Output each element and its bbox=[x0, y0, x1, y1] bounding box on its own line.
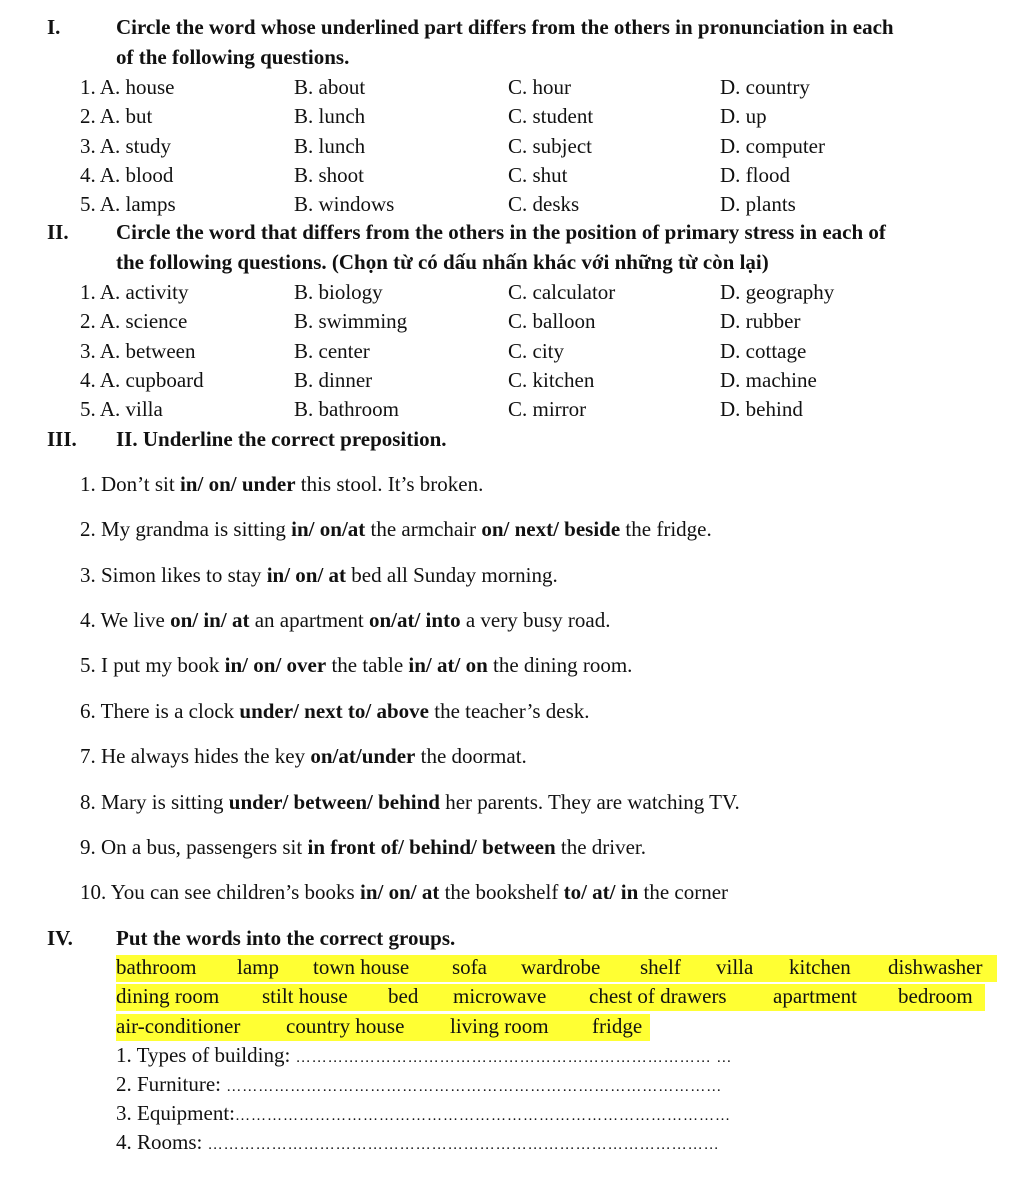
group-label: 4. Rooms: bbox=[116, 1130, 203, 1154]
s1-q4-b[interactable]: B. shoot bbox=[294, 163, 365, 187]
s2-q1-b[interactable]: B. biology bbox=[294, 280, 383, 304]
section-1-title: Circle the word whose underlined part differs from the others in pronunciation in each bbox=[116, 15, 894, 39]
s2-q2-a[interactable]: 2. A. science bbox=[80, 309, 188, 333]
section-2-title: Circle the word that differs from the others in the position of primary stress in each of bbox=[116, 220, 886, 244]
s2-q2-b[interactable]: B. swimming bbox=[294, 309, 408, 333]
word-bank-item[interactable]: bathroom bbox=[116, 955, 197, 979]
prep-sentence-1 bbox=[80, 472, 483, 497]
preposition-options[interactable]: in/ on/ over bbox=[224, 653, 327, 677]
word-bank-item[interactable]: stilt house bbox=[262, 984, 348, 1008]
sentence-text: the table bbox=[326, 653, 409, 677]
section-3-number: III. bbox=[47, 427, 77, 451]
s2-q3-a[interactable]: 3. A. between bbox=[80, 339, 196, 363]
sentence-text: the dining room. bbox=[487, 653, 633, 677]
group-label: 2. Furniture: bbox=[116, 1072, 221, 1096]
sentence-text: this stool. It’s broken. bbox=[295, 472, 484, 496]
sentence-text: 3. Simon likes to stay bbox=[80, 563, 267, 587]
s2-q2-d[interactable]: D. rubber bbox=[720, 309, 801, 333]
preposition-options[interactable]: in/ on/ at bbox=[266, 563, 347, 587]
s1-q1-b[interactable]: B. about bbox=[294, 75, 366, 99]
s1-q5-a[interactable]: 5. A. lamps bbox=[80, 192, 176, 216]
group-types-of-building bbox=[116, 1043, 732, 1068]
group-rooms bbox=[116, 1130, 720, 1155]
s2-q4-a[interactable]: 4. A. cupboard bbox=[80, 368, 204, 392]
s2-q1-d[interactable]: D. geography bbox=[720, 280, 835, 304]
preposition-options[interactable]: under/ next to/ above bbox=[239, 699, 429, 723]
s1-q2-a[interactable]: 2. A. but bbox=[80, 104, 153, 128]
s2-q5-a[interactable]: 5. A. villa bbox=[80, 397, 163, 421]
sentence-text: 8. Mary is sitting bbox=[80, 790, 229, 814]
word-bank-item[interactable]: apartment bbox=[773, 984, 857, 1008]
prep-sentence-10 bbox=[80, 880, 728, 905]
answer-line[interactable]: …………………………………………………………………………………… bbox=[207, 1137, 720, 1153]
sentence-text: an apartment bbox=[249, 608, 369, 632]
s2-q1-c[interactable]: C. calculator bbox=[508, 280, 616, 304]
preposition-options[interactable]: on/ next/ beside bbox=[481, 517, 621, 541]
s2-q5-d[interactable]: D. behind bbox=[720, 397, 803, 421]
s1-q1-d[interactable]: D. country bbox=[720, 75, 810, 99]
preposition-options[interactable]: on/ in/ at bbox=[170, 608, 250, 632]
sentence-text: 5. I put my book bbox=[80, 653, 225, 677]
word-bank-item[interactable]: lamp bbox=[237, 955, 279, 979]
word-bank-item[interactable]: villa bbox=[716, 955, 754, 979]
word-bank-item[interactable]: shelf bbox=[640, 955, 681, 979]
section-2-number: II. bbox=[47, 220, 69, 244]
answer-line[interactable]: ………………………………………………………………………………… bbox=[226, 1079, 723, 1095]
word-bank-item[interactable]: dishwasher bbox=[888, 955, 983, 979]
section-4-title: Put the words into the correct groups. bbox=[116, 926, 456, 950]
sentence-text: 9. On a bus, passengers sit bbox=[80, 835, 308, 859]
group-label: 1. Types of building: bbox=[116, 1043, 291, 1067]
word-bank-item[interactable]: dining room bbox=[116, 984, 220, 1008]
s1-q3-b[interactable]: B. lunch bbox=[294, 134, 366, 158]
prep-sentence-7 bbox=[80, 744, 527, 769]
sentence-text: her parents. They are watching TV. bbox=[439, 790, 740, 814]
s1-q4-c[interactable]: C. shut bbox=[508, 163, 568, 187]
preposition-options[interactable]: in/ at/ on bbox=[408, 653, 488, 677]
word-bank-item[interactable]: microwave bbox=[453, 984, 547, 1008]
s2-q4-c[interactable]: C. kitchen bbox=[508, 368, 595, 392]
prep-sentence-8 bbox=[80, 790, 740, 815]
prep-sentence-3 bbox=[80, 563, 558, 588]
s1-q5-c[interactable]: C. desks bbox=[508, 192, 580, 216]
word-bank-item[interactable]: bedroom bbox=[898, 984, 973, 1008]
sentence-text: 1. Don’t sit bbox=[80, 472, 180, 496]
word-bank-item[interactable]: chest of drawers bbox=[589, 984, 727, 1008]
s1-q4-d[interactable]: D. flood bbox=[720, 163, 790, 187]
prep-sentence-4 bbox=[80, 608, 610, 633]
s1-q5-b[interactable]: B. windows bbox=[294, 192, 395, 216]
sentence-text: bed all Sunday morning. bbox=[346, 563, 558, 587]
s2-q4-d[interactable]: D. machine bbox=[720, 368, 817, 392]
section-1-number: I. bbox=[47, 15, 61, 39]
sentence-text: 7. He always hides the key bbox=[80, 744, 311, 768]
preposition-options[interactable]: in/ on/ under bbox=[179, 472, 296, 496]
sentence-text: the teacher’s desk. bbox=[428, 699, 590, 723]
sentence-text: the fridge. bbox=[620, 517, 712, 541]
s1-q4-a[interactable]: 4. A. blood bbox=[80, 163, 174, 187]
preposition-options[interactable]: to/ at/ in bbox=[563, 880, 639, 904]
word-bank-item[interactable]: wardrobe bbox=[521, 955, 601, 979]
word-bank-item[interactable]: sofa bbox=[452, 955, 487, 979]
preposition-options[interactable]: in front of/ behind/ between bbox=[307, 835, 556, 859]
preposition-options[interactable]: on/at/under bbox=[310, 744, 416, 768]
word-bank-item[interactable]: air-conditioner bbox=[116, 1014, 241, 1038]
group-equipment bbox=[116, 1101, 731, 1126]
s2-q5-c[interactable]: C. mirror bbox=[508, 397, 587, 421]
s1-q1-a[interactable]: 1. A. house bbox=[80, 75, 175, 99]
s1-q5-d[interactable]: D. plants bbox=[720, 192, 796, 216]
s2-q5-b[interactable]: B. bathroom bbox=[294, 397, 399, 421]
s1-q1-c[interactable]: C. hour bbox=[508, 75, 571, 99]
s1-q2-c[interactable]: C. student bbox=[508, 104, 594, 128]
section-2-title-cont: the following questions. (Chọn từ có dấu nhấn khác với những từ còn lại) bbox=[116, 250, 769, 274]
word-bank-item[interactable]: fridge bbox=[592, 1014, 643, 1038]
word-bank-item[interactable]: living room bbox=[450, 1014, 549, 1038]
group-label: 3. Equipment: bbox=[116, 1101, 235, 1125]
s2-q1-a[interactable]: 1. A. activity bbox=[80, 280, 189, 304]
s1-q3-a[interactable]: 3. A. study bbox=[80, 134, 172, 158]
answer-line[interactable]: ………………………………………………………………………………… bbox=[235, 1108, 731, 1124]
s1-q3-d[interactable]: D. computer bbox=[720, 134, 825, 158]
answer-line[interactable]: …………………………………………………………………… … bbox=[295, 1050, 733, 1066]
sentence-text: a very busy road. bbox=[460, 608, 611, 632]
prep-sentence-5 bbox=[80, 653, 632, 678]
word-bank-item[interactable]: bed bbox=[388, 984, 419, 1008]
word-bank-item[interactable]: kitchen bbox=[789, 955, 851, 979]
word-bank-item[interactable]: country house bbox=[286, 1014, 405, 1038]
sentence-text: the driver. bbox=[555, 835, 647, 859]
preposition-options[interactable]: on/at/ into bbox=[368, 608, 461, 632]
section-4-number: IV. bbox=[47, 926, 73, 950]
sentence-text: 2. My grandma is sitting bbox=[80, 517, 292, 541]
preposition-options[interactable]: under/ between/ behind bbox=[228, 790, 440, 814]
prep-sentence-2 bbox=[80, 517, 712, 542]
preposition-options[interactable]: in/ on/at bbox=[291, 517, 366, 541]
word-bank-item[interactable]: town house bbox=[313, 955, 410, 979]
prep-sentence-6 bbox=[80, 699, 590, 724]
s1-q3-c[interactable]: C. subject bbox=[508, 134, 592, 158]
sentence-text: 6. There is a clock bbox=[80, 699, 240, 723]
sentence-text: 10. You can see children’s books bbox=[80, 880, 360, 904]
s1-q2-d[interactable]: D. up bbox=[720, 104, 767, 128]
sentence-text: the armchair bbox=[365, 517, 482, 541]
sentence-text: 4. We live bbox=[80, 608, 171, 632]
section-1-title-cont: of the following questions. bbox=[116, 45, 350, 69]
preposition-options[interactable]: in/ on/ at bbox=[359, 880, 440, 904]
s2-q3-b[interactable]: B. center bbox=[294, 339, 370, 363]
s2-q2-c[interactable]: C. balloon bbox=[508, 309, 596, 333]
s2-q3-c[interactable]: C. city bbox=[508, 339, 564, 363]
sentence-text: the corner bbox=[638, 880, 729, 904]
group-furniture bbox=[116, 1072, 722, 1097]
prep-sentence-9 bbox=[80, 835, 646, 860]
sentence-text: the bookshelf bbox=[439, 880, 564, 904]
s2-q4-b[interactable]: B. dinner bbox=[294, 368, 373, 392]
section-3-title: II. Underline the correct preposition. bbox=[116, 427, 447, 451]
s2-q3-d[interactable]: D. cottage bbox=[720, 339, 807, 363]
s1-q2-b[interactable]: B. lunch bbox=[294, 104, 366, 128]
sentence-text: the doormat. bbox=[415, 744, 527, 768]
